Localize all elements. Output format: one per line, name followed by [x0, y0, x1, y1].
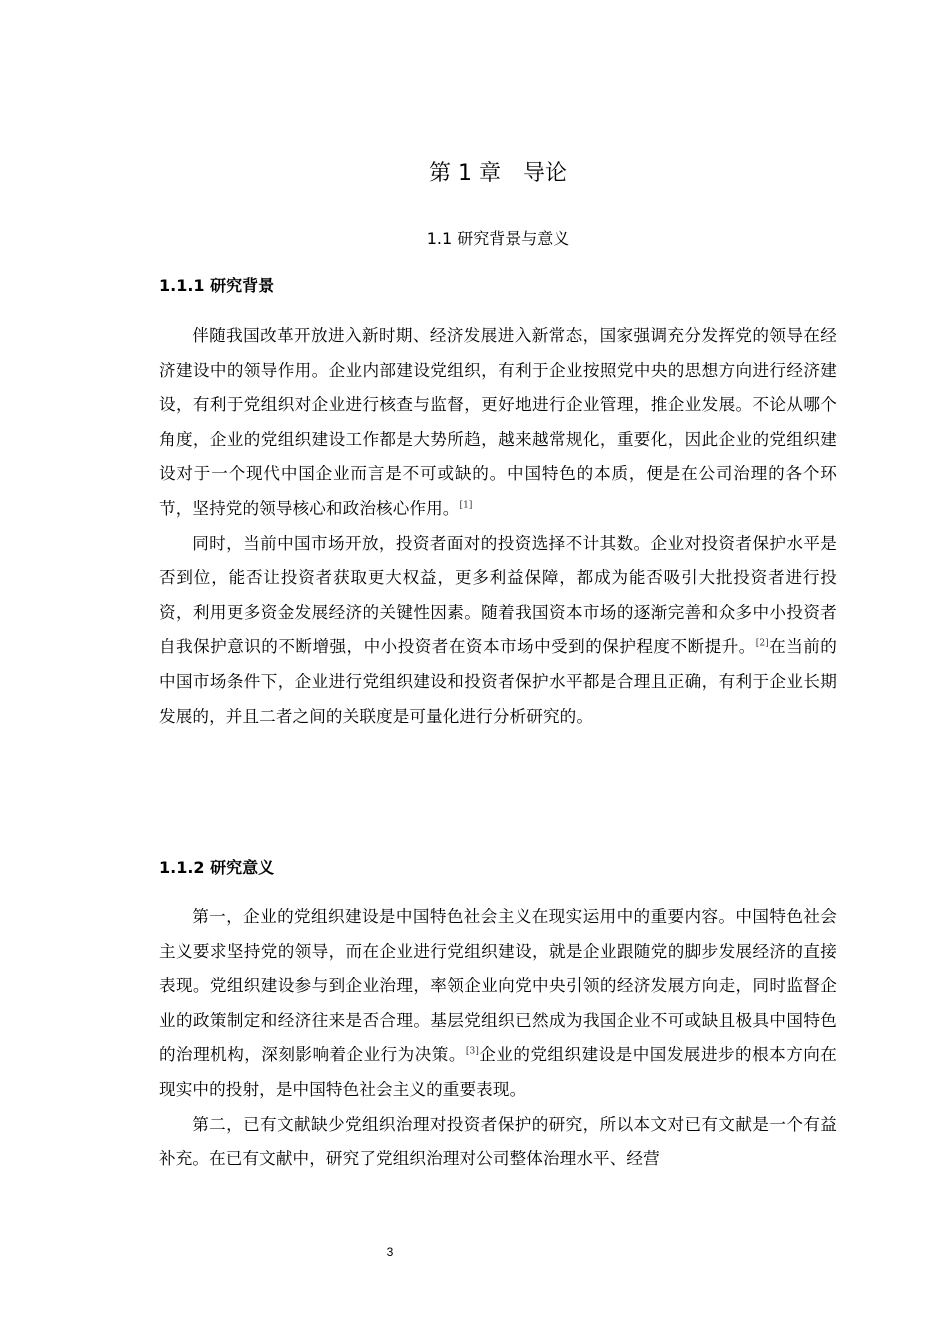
paragraph-3-text: 第一，企业的党组织建设是中国特色社会主义在现实运用中的重要内容。中国特色社会主义要求坚持党的领导，而在企业进行党组织建设，就是企业跟随党的脚步发展经济的直接表现。党组织建设参与到企业治理，率领企业向党中央引领的经济发展方向走，同时监督企业的政策制定和经济往来是否合理。基层党组织已然成为我国企业不可或缺且极具中国特色的治理机构，深刻影响着企业行为决策。 — [159, 907, 837, 1065]
subsection-heading-significance: 1.1.2 研究意义 — [159, 858, 275, 877]
chapter-title: 第 1 章 导论 — [429, 161, 567, 186]
paragraph-2 — [159, 527, 837, 735]
page-number: 3 — [386, 1245, 394, 1259]
paragraph-2-text: 同时，当前中国市场开放，投资者面对的投资选择不计其数。企业对投资者保护水平是否到位，能否让投资者获取更大权益，更多利益保障，都成为能否吸引大批投资者进行投资，利用更多资金发展经济的关键性因素。随着我国资本市场的逐渐完善和众多中小投资者自我保护意识的不断增强，中小投资者在资本市场中受到的保护程度不断提升。 — [159, 533, 837, 657]
paragraph-3 — [159, 900, 837, 1108]
paragraph-4 — [159, 1108, 837, 1177]
paragraph-4-text: 第二，已有文献缺少党组织治理对投资者保护的研究，所以本文对已有文献是一个有益补充。在已有文献中，研究了党组织治理对公司整体治理水平、经营 — [159, 1114, 837, 1169]
background-text — [159, 319, 837, 734]
paragraph-2-text-after: 在当前的中国市场条件下，企业进行党组织建设和投资者保护水平都是合理且正确，有利于企业长期发展的，并且二者之间的关联度是可量化进行分析研究的。 — [159, 637, 837, 726]
citation-1: [1] — [459, 500, 473, 511]
significance-text — [159, 900, 837, 1177]
citation-2: [2] — [755, 638, 769, 649]
section-title: 1.1 研究背景与意义 — [426, 229, 570, 248]
paragraph-1 — [159, 319, 837, 527]
citation-3: [3] — [465, 1046, 479, 1057]
paragraph-1-text: 伴随我国改革开放进入新时期、经济发展进入新常态，国家强调充分发挥党的领导在经济建设中的领导作用。企业内部建设党组织，有利于企业按照党中央的思想方向进行经济建设，有利于党组织对企业进行核查与监督，更好地进行企业管理，推企业发展。不论从哪个角度，企业的党组织建设工作都是大势所趋，越来越常规化，重要化，因此企业的党组织建设对于一个现代中国企业而言是不可或缺的。中国特色的本质，便是在公司治理的各个环节，坚持党的领导核心和政治核心作用。 — [159, 326, 837, 518]
subsection-heading-background: 1.1.1 研究背景 — [159, 276, 275, 295]
paragraph-3-text-after: 企业的党组织建设是中国发展进步的根本方向在现实中的投射，是中国特色社会主义的重要表现。 — [159, 1045, 837, 1099]
